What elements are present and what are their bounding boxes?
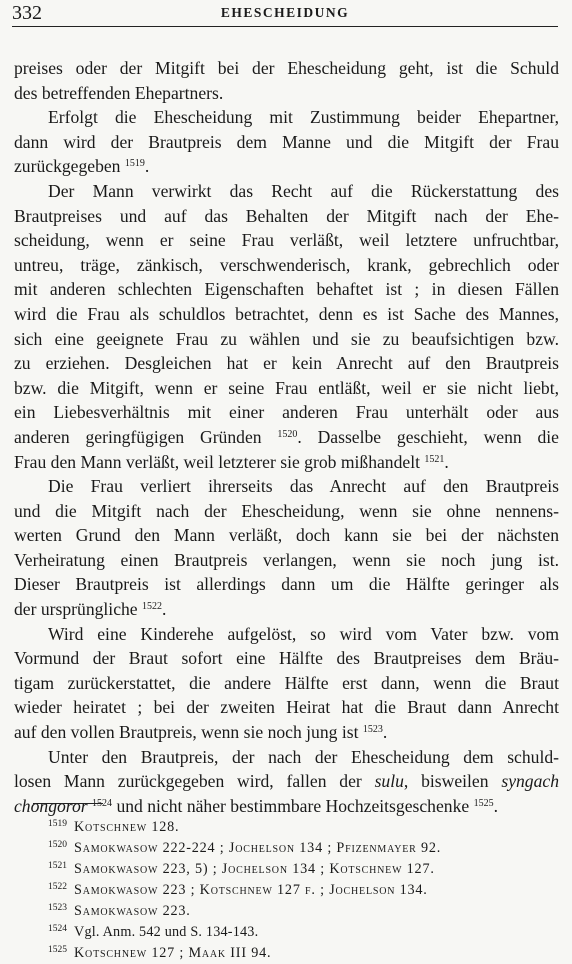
footnote-number: 1523 bbox=[48, 903, 67, 913]
text-line: bzw. die Mitgift, wenn er seine Frau entläßt, weil er sie nicht liebt, bbox=[14, 377, 559, 398]
text-line: tigam zurückerstattet, die andere Hälfte erst dann, wenn die Braut bbox=[14, 672, 559, 693]
text-line: des betreffenden Ehepartners. bbox=[14, 82, 224, 103]
text-line bbox=[14, 720, 559, 745]
footnote bbox=[48, 880, 558, 901]
term-syngach: syngach bbox=[501, 771, 559, 792]
running-head: EHESCHEIDUNG bbox=[220, 5, 350, 20]
text-line: mit anderen schlechten Eigenschaften behaftet ist ; in diesen Fällen bbox=[14, 279, 559, 300]
text-line: wird die Frau als schuldlos betrachtet, denn es ist Sache des Mannes, bbox=[14, 303, 559, 324]
text-line: Die Frau verliert ihrerseits das Anrecht auf den Brautpreis bbox=[48, 476, 559, 497]
text-line: dann wird der Brautpreis dem Manne und die Mitgift der Frau bbox=[14, 131, 559, 152]
footnote-number: 1525 bbox=[48, 945, 67, 955]
footnote-ref[interactable]: 1523 bbox=[362, 724, 383, 736]
footnote bbox=[48, 817, 558, 838]
text-line: Wird eine Kinderehe aufgelöst, so wird vom Vater bzw. vom bbox=[48, 623, 559, 644]
page-number: 332 bbox=[12, 2, 42, 24]
text-line: Erfolgt die Ehescheidung mit Zustimmung beider Ehepartner, bbox=[48, 107, 559, 128]
footnote-number: 1521 bbox=[48, 861, 67, 871]
text-line: werten Grund den Mann verläßt, doch kann sie bei der nächsten bbox=[14, 525, 559, 546]
punctuation: . bbox=[493, 795, 498, 816]
text-run: Frau den Mann verläßt, weil letzterer sie grob mißhandelt bbox=[14, 451, 420, 472]
footnote bbox=[48, 922, 558, 943]
footnote-ref[interactable]: 1519 bbox=[124, 158, 145, 170]
footnote-number: 1519 bbox=[48, 819, 67, 829]
footnote-ref[interactable]: 1525 bbox=[473, 797, 494, 809]
text-line bbox=[14, 425, 559, 450]
text-line: Vormund der Braut sofort eine Hälfte des Brautpreises dem Bräu- bbox=[14, 648, 559, 669]
term-chongoror: chongoror bbox=[14, 795, 88, 816]
text-line bbox=[14, 450, 559, 475]
paragraph bbox=[14, 622, 559, 745]
text-run: losen Mann zurückgegeben wird, fallen der bbox=[14, 771, 362, 792]
footnote-ref[interactable]: 1521 bbox=[424, 453, 445, 465]
footnote-text: Samokwasow 223. bbox=[74, 903, 191, 919]
text-run: , bisweilen bbox=[403, 771, 489, 792]
footnote-ref[interactable]: 1524 bbox=[92, 797, 113, 809]
footnote-number: 1522 bbox=[48, 882, 67, 892]
footnote-text: Samokwasow 222-224 ; Jochelson 134 ; Pfizenmayer 92. bbox=[74, 840, 442, 856]
text-line bbox=[14, 154, 559, 179]
footnote-text: Vgl. Anm. 542 und S. 134-143. bbox=[74, 924, 259, 940]
footnote-ref[interactable]: 1520 bbox=[277, 428, 298, 440]
term-sulu: sulu bbox=[374, 771, 404, 792]
footnote-ref[interactable]: 1522 bbox=[142, 601, 163, 613]
punctuation: . bbox=[144, 156, 150, 177]
text-line: preises oder der Mitgift bei der Ehescheidung geht, ist die Schuld bbox=[14, 58, 559, 78]
text-line: Unter den Brautpreis, der nach der Ehescheidung dem schuld- bbox=[48, 746, 559, 767]
text-line bbox=[14, 769, 559, 794]
punctuation: . bbox=[162, 599, 167, 620]
paragraph bbox=[14, 745, 559, 819]
text-line: untreu, träge, zänkisch, verschwenderisch, krank, gebrechlich oder bbox=[14, 254, 559, 275]
paragraph bbox=[14, 474, 559, 622]
text-line: und die Mitgift nach der Ehescheidung, wenn sie ohne nennens- bbox=[14, 500, 559, 521]
footnote bbox=[48, 901, 558, 922]
footnote bbox=[48, 838, 558, 859]
footnotes bbox=[48, 817, 558, 964]
paragraph bbox=[14, 56, 559, 105]
text-line: zu erziehen. Desgleichen hat er kein Anrecht auf den Brautpreis bbox=[14, 353, 559, 374]
footnote-text: Samokwasow 223 ; Kotschnew 127 f. ; Jochelson 134. bbox=[74, 882, 428, 898]
body-text bbox=[14, 56, 559, 818]
text-run: auf den vollen Brautpreis, wenn sie noch jung ist bbox=[14, 722, 359, 743]
text-line: Verheiratung einen Brautpreis verlangen, wenn sie noch jung ist. bbox=[14, 549, 559, 570]
text-line: scheidung, wenn er seine Frau verläßt, weil letztere unfruchtbar, bbox=[14, 230, 559, 251]
footnote-separator bbox=[33, 803, 103, 804]
footnote bbox=[48, 943, 558, 964]
paragraph bbox=[14, 179, 559, 474]
footnote-text: Kotschnew 127 ; Maak III 94. bbox=[74, 945, 272, 961]
text-run: . Dasselbe geschieht, wenn die bbox=[297, 426, 559, 447]
text-run: anderen geringfügigen Gründen bbox=[14, 426, 262, 447]
punctuation: . bbox=[382, 722, 388, 743]
text-line: Dieser Brautpreis ist allerdings dann um die Hälfte geringer als bbox=[14, 574, 559, 595]
footnote-text: Samokwasow 223, 5) ; Jochelson 134 ; Kotschnew 127. bbox=[74, 861, 435, 877]
page-header bbox=[12, 2, 558, 27]
text-line bbox=[14, 794, 559, 819]
punctuation: . bbox=[444, 451, 449, 472]
footnote-text: Kotschnew 128. bbox=[74, 819, 180, 835]
text-line: wieder heiratet ; bei der zweiten Heirat hat die Braut dann Anrecht bbox=[14, 697, 559, 718]
text-line: ein Liebesverhältnis mit einer anderen Frau unterhält oder aus bbox=[14, 402, 559, 423]
text-line: sich eine geeignete Frau zu wählen und sie zu beaufsichtigen bzw. bbox=[14, 328, 559, 349]
footnote-number: 1520 bbox=[48, 840, 67, 850]
footnote bbox=[48, 859, 558, 880]
text-line: Der Mann verwirkt das Recht auf die Rückerstattung des bbox=[48, 180, 559, 201]
text-run: zurückgegeben bbox=[14, 156, 121, 177]
text-line: Brautpreises und auf das Behalten der Mitgift nach der Ehe- bbox=[14, 205, 559, 226]
text-run: und nicht näher bestimmbare Hochzeitsgeschenke bbox=[116, 795, 470, 816]
footnote-number: 1524 bbox=[48, 924, 67, 934]
text-line bbox=[14, 597, 559, 622]
paragraph bbox=[14, 105, 559, 179]
text-run: der ursprüngliche bbox=[14, 599, 138, 620]
